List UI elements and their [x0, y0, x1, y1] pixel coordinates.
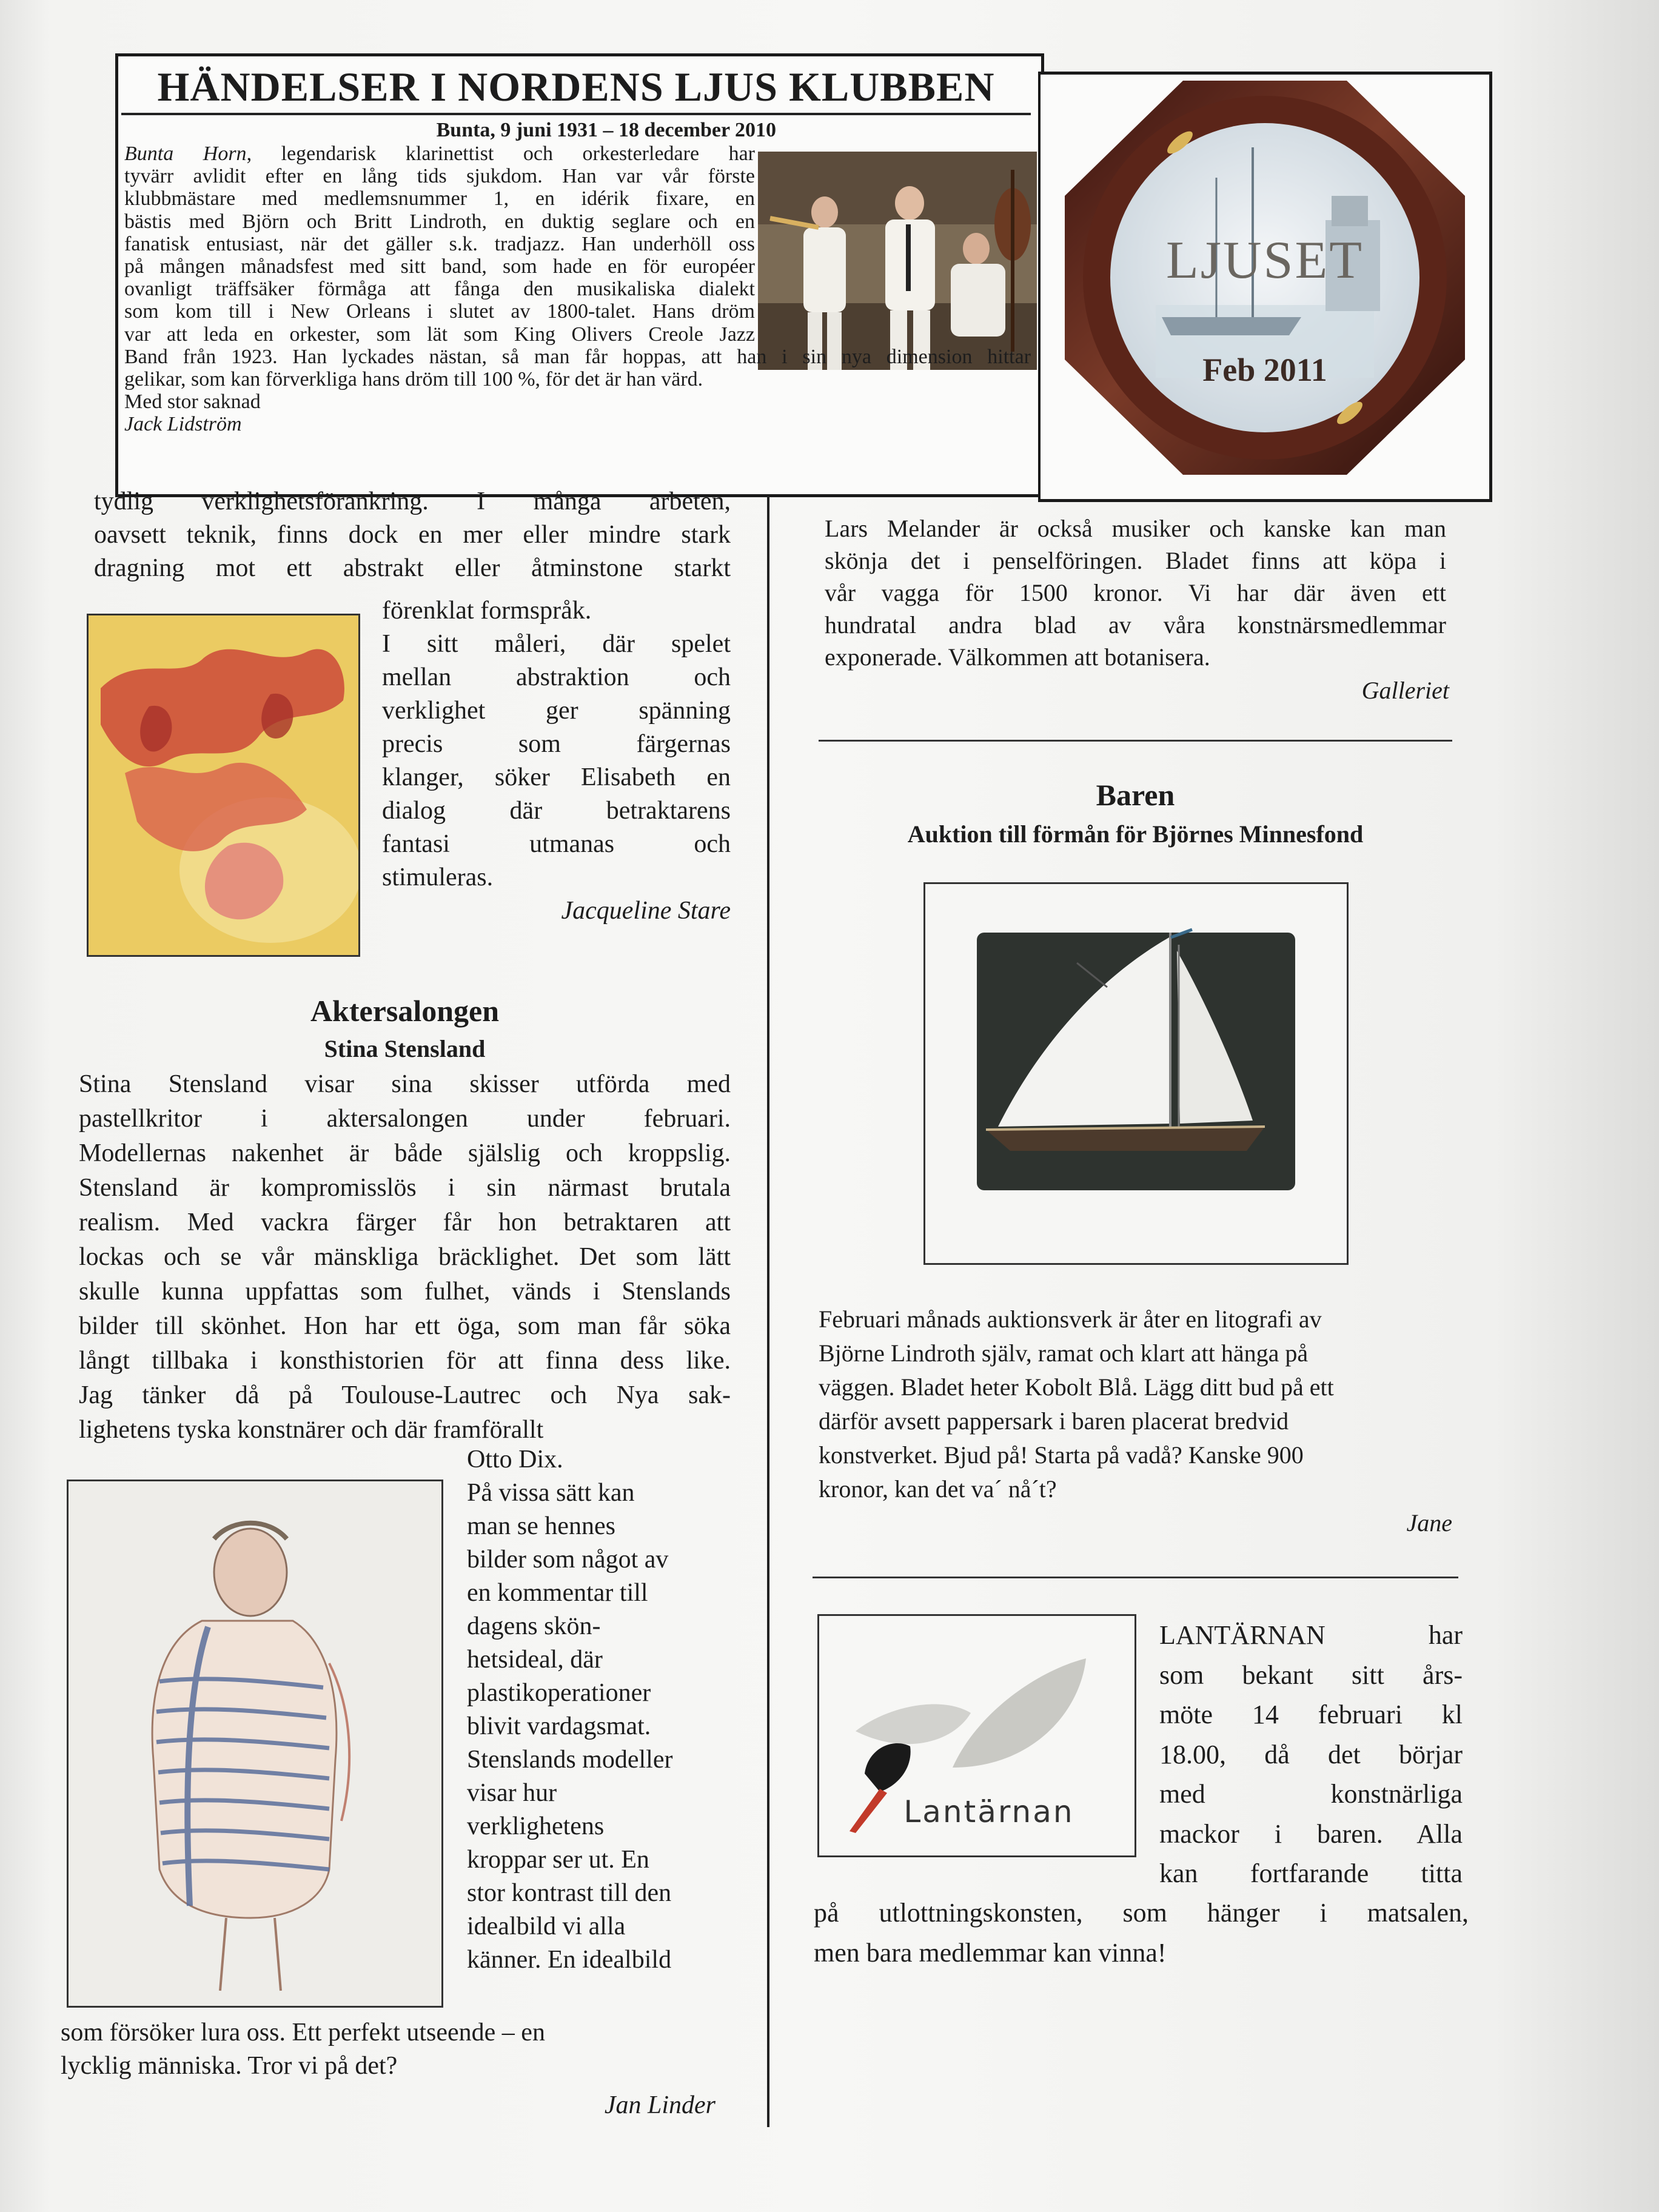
text-line: hetsideal, där: [467, 1646, 603, 1674]
text-line: Februari månads auktionsverk är åter en litografi av: [819, 1305, 1322, 1333]
text-line: 18.00, då det börjar: [1159, 1739, 1463, 1769]
obituary-line: gelikar, som kan förverkliga hans dröm till 100 %, för det är han värd.: [124, 368, 703, 391]
text-line: lycklig människa. Tror vi på det?: [61, 2052, 398, 2080]
signature-jan-linder: Jan Linder: [604, 2091, 716, 2119]
text-line: dragning mot ett abstrakt eller åtminstone starkt: [94, 554, 731, 582]
column-divider: [767, 496, 769, 2127]
signature-jane: Jane: [1406, 1509, 1452, 1537]
text-line: hundratal andra blad av våra konstnärsmedlemmar: [825, 611, 1446, 638]
text-line: skönja det i penselföringen. Bladet finns att köpa i: [825, 547, 1446, 574]
text-line: som försöker lura oss. Ett perfekt utseende – en: [61, 2019, 545, 2046]
auction-paragraph: [819, 1302, 1452, 1506]
obituary-line: klubbmästare med medlemsnummer 1, en idérik fixare, en: [124, 187, 755, 210]
obituary-name: Bunta Horn: [124, 142, 247, 165]
signature-galleriet: Galleriet: [1361, 677, 1449, 704]
text-line: kan fortfarande titta: [1159, 1858, 1463, 1888]
text-line: Stenslands modeller: [467, 1746, 673, 1774]
obituary-line: Bunta Horn, legendarisk klarinettist och orkesterledare har: [124, 142, 756, 165]
logo-title: LJUSET: [1166, 231, 1364, 290]
obituary-line: fanatisk entusiast, när det gäller s.k. tradjazz. Han underhöll oss: [124, 232, 755, 255]
ljuset-logo-box: [1038, 72, 1492, 502]
text-line: med konstnärliga: [1159, 1779, 1463, 1809]
aktersalongen-paragraph: [79, 1067, 731, 1447]
text-line: Lars Melander är också musiker och kanske kan man: [825, 515, 1446, 542]
text-line: mackor i baren. Alla: [1159, 1818, 1463, 1849]
text-line: man se hennes: [467, 1512, 615, 1540]
text-line: precis som färgernas: [382, 730, 731, 758]
lantarnan-logo-text: Lantärnan: [903, 1794, 1074, 1829]
obituary-line: Band från 1923. Han lyckades nästan, så man får hoppas, att han i sin nya dimension hittar: [124, 345, 1031, 368]
text-line: verklighet ger spänning: [382, 697, 731, 725]
text-line: skulle kunna uppfattas som fulhet, vänds i Stenslands: [79, 1278, 731, 1305]
logo-issue-date: Feb 2011: [1202, 352, 1327, 388]
baren-subheading: Auktion till förmån för Björnes Minnesfond: [907, 820, 1364, 848]
text-line: Björne Lindroth själv, ramat och klart att hänga på: [819, 1339, 1309, 1367]
lantarnan-wrap-text: [1159, 1615, 1463, 1894]
baren-heading: Baren: [1096, 778, 1175, 812]
abstract-wrap-text: [382, 594, 731, 894]
section-rule: [813, 1577, 1458, 1578]
obituary-text: [124, 142, 1037, 436]
lantarnan-full-text: [814, 1893, 1469, 1972]
text-line: men bara medlemmar kan vinna!: [814, 1937, 1167, 1968]
text-line: på utlottningskonsten, som hänger i matsalen,: [814, 1898, 1469, 1928]
text-line: därför avsett pappersark i baren placerat bredvid: [819, 1407, 1289, 1435]
text-line: oavsett teknik, finns dock en mer eller mindre stark: [94, 521, 731, 549]
text-line: väggen. Bladet heter Kobolt Blå. Lägg ditt bud på ett: [819, 1373, 1334, 1401]
intro-paragraph: [94, 485, 731, 585]
text-line: visar hur: [467, 1779, 557, 1807]
text-line: Stina Stensland visar sina skisser utförda med: [79, 1070, 731, 1098]
figure-drawing: [67, 1480, 443, 2008]
text-line: lighetens tyska konstnärer och där framförallt: [79, 1416, 544, 1444]
newsletter-title: HÄNDELSER I NORDENS LJUS KLUBBEN: [157, 64, 995, 110]
text-line: möte 14 februari kl: [1159, 1700, 1463, 1729]
text-line: en kommentar till: [467, 1579, 648, 1607]
section-rule: [819, 740, 1452, 742]
obituary-line: ovanligt träffsäker förmåga att fånga den musikaliska dialekt: [124, 278, 755, 301]
obituary-heading: Bunta, 9 juni 1931 – 18 december 2010: [436, 119, 776, 141]
text-line: bilder som något av: [467, 1546, 669, 1574]
aktersalongen-subheading: Stina Stensland: [324, 1035, 486, 1062]
signature-jacqueline: Jacqueline Stare: [561, 897, 731, 925]
text-line: plastikoperationer: [467, 1679, 651, 1707]
aktersalongen-ending: [61, 2016, 728, 2083]
text-line: vår vagga för 1500 kronor. Vi har där även ett: [825, 579, 1446, 606]
lantarnan-logo: [817, 1614, 1136, 1857]
porthole-logo: [1041, 75, 1489, 499]
text-line: I sitt måleri, där spelet: [382, 630, 731, 658]
text-line: bilder till skönhet. Hon har ett öga, som man får söka: [79, 1312, 731, 1340]
text-line: konstverket. Bjud på! Starta på vadå? Kanske 900: [819, 1441, 1304, 1469]
text-line: pastellkritor i aktersalongen under februari.: [79, 1105, 731, 1133]
abstract-painting: [87, 614, 360, 957]
obituary-closing: Med stor saknad: [124, 390, 261, 414]
text-line: På vissa sätt kan: [467, 1479, 635, 1507]
text-line: stor kontrast till den: [467, 1879, 672, 1907]
obituary-line: bästis med Björn och Britt Lindroth, en duktig seglare och en: [124, 210, 755, 233]
text-line: realism. Med vackra färger får hon betraktaren att: [79, 1208, 731, 1236]
text-line: LANTÄRNAN har: [1159, 1620, 1463, 1650]
obituary-signature: Jack Lidström: [124, 413, 242, 436]
obituary-line: var att leda en orkester, som lät som King Olivers Creole Jazz: [124, 323, 755, 346]
text-line: lockas och se vår mänskliga bräcklighet. Det som lätt: [79, 1243, 731, 1271]
text-line: känner. En idealbild: [467, 1946, 672, 1974]
aktersalongen-wrap-text: [467, 1443, 734, 1977]
aktersalongen-heading: Aktersalongen: [310, 994, 500, 1028]
text-line: fantasi utmanas och: [382, 830, 731, 858]
text-line: exponerade. Välkommen att botanisera.: [825, 643, 1210, 671]
sailboat-lithograph: [923, 882, 1349, 1265]
obituary-line: som kom till i New Orleans i slutet av 1800-talet. Hans dröm: [124, 300, 755, 323]
text-line: kronor, kan det va´ nå´t?: [819, 1475, 1057, 1503]
galleri-paragraph: [825, 512, 1446, 673]
text-line: verklighetens: [467, 1812, 605, 1840]
text-line: som bekant sitt års-: [1159, 1660, 1463, 1690]
text-line: klanger, söker Elisabeth en: [382, 763, 731, 791]
text-line: förenklat formspråk.: [382, 597, 592, 625]
text-line: Stensland är kompromisslös i sin närmast brutala: [79, 1174, 731, 1202]
text-line: Modellernas nakenhet är både själslig och kroppslig.: [79, 1139, 731, 1167]
text-line: Jag tänker då på Toulouse-Lautrec och Nya sak-: [79, 1381, 731, 1409]
text-line: mellan abstraktion och: [382, 663, 731, 691]
obituary-line: tyvärr avlidit efter en lång tids sjukdom. Han var vår förste: [124, 165, 755, 188]
text-line: idealbild vi alla: [467, 1912, 626, 1940]
text-line: dagens skön-: [467, 1612, 601, 1640]
text-line: Otto Dix.: [467, 1446, 563, 1473]
text-line: långt tillbaka i konsthistorien för att finna dess like.: [79, 1347, 731, 1375]
text-line: stimuleras.: [382, 863, 494, 891]
text-line: tydlig verklighetsförankring. I många arbeten,: [94, 488, 731, 515]
header-rule: [121, 113, 1031, 115]
obituary-line: på mången månadsfest med sitt band, som hade en för européer: [124, 255, 755, 278]
text-line: kroppar ser ut. En: [467, 1846, 649, 1874]
text-line: blivit vardagsmat.: [467, 1712, 651, 1740]
text-line: dialog där betraktarens: [382, 797, 731, 825]
